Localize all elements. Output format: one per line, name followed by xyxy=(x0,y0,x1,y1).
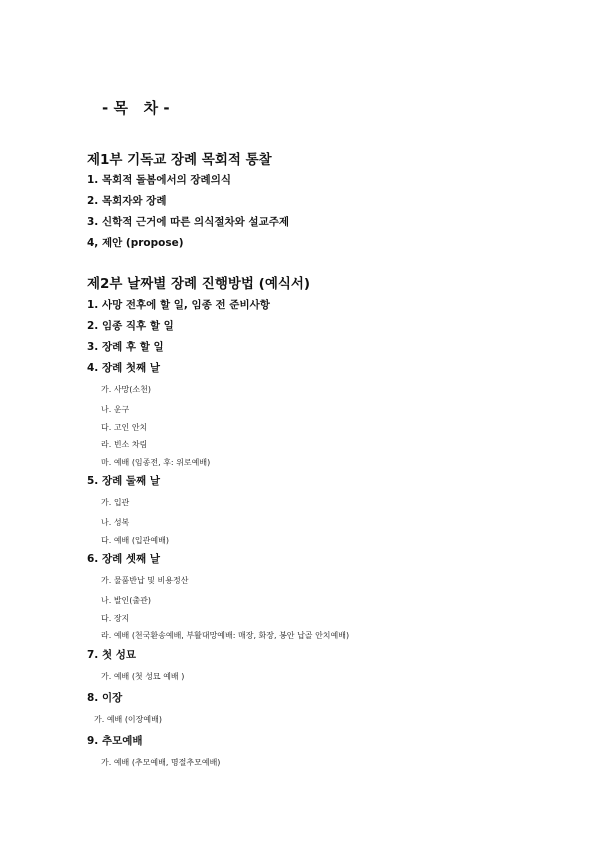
part1-item: 1. 목회적 돌봄에서의 장례의식 xyxy=(87,174,231,186)
section-heading: 6. 장례 셋째 날 xyxy=(87,553,160,565)
section-heading: 2. 임종 직후 할 일 xyxy=(87,320,174,332)
part1-item: 4, 제안 (propose) xyxy=(87,237,184,249)
part2-title: 제2부 날짜별 장례 진행방법 (예식서) xyxy=(87,276,311,292)
section-heading: 7. 첫 성묘 xyxy=(87,648,137,661)
subsection-item: 가. 예배 (추모예배, 명절추모예배) xyxy=(101,757,221,767)
part2-list xyxy=(87,295,349,774)
part1-item: 2. 목회자와 장례 xyxy=(87,195,167,207)
subsection-item: 다. 장지 xyxy=(101,613,130,623)
section-heading: 5. 장례 둘째 날 xyxy=(87,475,160,487)
part1-title: 제1부 기독교 장례 목회적 통찰 xyxy=(87,152,272,168)
section-heading: 1. 사망 전후에 할 일, 임종 전 준비사항 xyxy=(87,299,270,311)
subsection-item: 가. 예배 (이장예배) xyxy=(94,714,162,724)
subsection-item: 나. 발인(출관) xyxy=(101,596,151,605)
subsection-item: 다. 고인 안치 xyxy=(101,422,148,432)
subsection-item: 가. 사망(소천) xyxy=(101,385,151,394)
part1-list xyxy=(87,170,289,254)
subsection-item: 나. 운구 xyxy=(101,405,130,414)
section-heading: 3. 장례 후 할 일 xyxy=(87,341,164,353)
subsection-item: 라. 빈소 차림 xyxy=(101,440,148,449)
subsection-item: 라. 예배 (천국환송예배, 부활대망예배: 매장, 화장, 봉안 납골 안치예배) xyxy=(101,631,350,640)
toc-title: - 목 차 - xyxy=(102,99,170,117)
subsection-item: 다. 예배 (입관예배) xyxy=(101,535,169,545)
part1-item: 3. 신학적 근거에 따른 의식절차와 설교주제 xyxy=(87,216,290,228)
subsection-item: 가. 물품반납 및 비용정산 xyxy=(101,576,189,585)
section-heading: 8. 이장 xyxy=(87,691,123,704)
subsection-item: 가. 입관 xyxy=(101,498,130,507)
section-heading: 9. 추모예배 xyxy=(87,734,143,747)
subsection-item: 마. 예배 (임종전, 후: 위로예배) xyxy=(101,457,211,467)
subsection-item: 나. 성복 xyxy=(101,518,130,527)
section-heading: 4. 장례 첫째 날 xyxy=(87,362,160,374)
subsection-item: 가. 예배 (첫 성묘 예배 ) xyxy=(101,671,185,681)
